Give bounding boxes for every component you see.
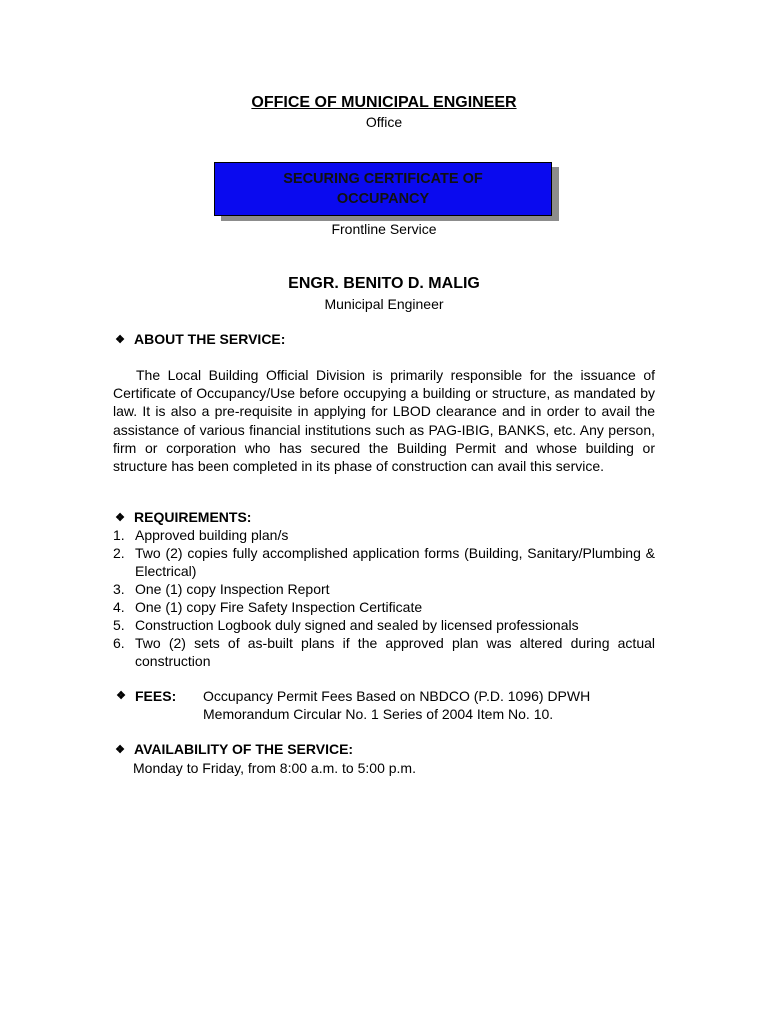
service-title-box [214,162,552,216]
diamond-bullet-icon: ❖ [115,511,125,524]
list-item [113,544,655,580]
list-item [113,634,655,670]
list-item-number: 6. [113,635,125,651]
list-item-number: 4. [113,599,125,615]
about-heading-label: ABOUT THE SERVICE: [134,331,286,347]
list-item-number: 2. [113,545,125,561]
list-item-text: Two (2) sets of as-built plans if the approved plan was altered during actual construction [135,635,655,669]
list-item [113,526,655,544]
office-title: OFFICE OF MUNICIPAL ENGINEER [251,94,517,111]
service-type: Frontline Service [331,221,437,237]
requirements-list [113,526,655,670]
requirements-heading [112,509,251,525]
list-item-number: 1. [113,527,125,543]
list-item-text: Two (2) copies fully accomplished application forms (Building, Sanitary/Plumbing & Electrical) [135,545,655,579]
list-item-text: One (1) copy Fire Safety Inspection Certificate [135,599,423,615]
list-item-text: Construction Logbook duly signed and sealed by licensed professionals [135,617,579,633]
list-item-number: 5. [113,617,125,633]
official-title: Municipal Engineer [324,296,444,312]
availability-heading [112,741,353,757]
fees-text: Occupancy Permit Fees Based on NBDCO (P.D. 1096) DPWH Memorandum Circular No. 1 Series of 2004 Item No. 10. [203,688,591,722]
list-item [113,598,655,616]
list-item-text: One (1) copy Inspection Report [135,581,330,597]
list-item-number: 3. [113,581,125,597]
diamond-bullet-icon: ❖ [115,743,125,756]
availability-heading-label: AVAILABILITY OF THE SERVICE: [134,741,354,757]
list-item-text: Approved building plan/s [135,527,289,543]
fees-heading [113,687,176,705]
list-item [113,580,655,598]
diamond-bullet-icon: ❖ [115,333,125,346]
availability-text: Monday to Friday, from 8:00 a.m. to 5:00 p.m. [133,760,416,776]
service-title: SECURING CERTIFICATE OF OCCUPANCY [283,171,483,207]
official-name: ENGR. BENITO D. MALIG [288,275,480,292]
list-item [113,616,655,634]
about-heading [112,331,285,347]
diamond-bullet-icon: ❖ [116,690,126,702]
office-subtitle: Office [365,114,403,130]
requirements-heading-label: REQUIREMENTS: [134,509,252,525]
about-paragraph: The Local Building Official Division is primarily responsible for the issuance of Certificate of Occupancy/Use before occupying a building or structure, as mandated by law. It is also a pre-requisite in applying for LBOD clearance and in order to avail the assistance of various financial institutions such as PAG-IBIG, BANKS, etc. Any person, firm or corporation who has secured the Building Permit and whose building or structure has been completed in its phase of construction can avail this service. [113,367,655,475]
fees-heading-label: FEES: [135,688,177,704]
